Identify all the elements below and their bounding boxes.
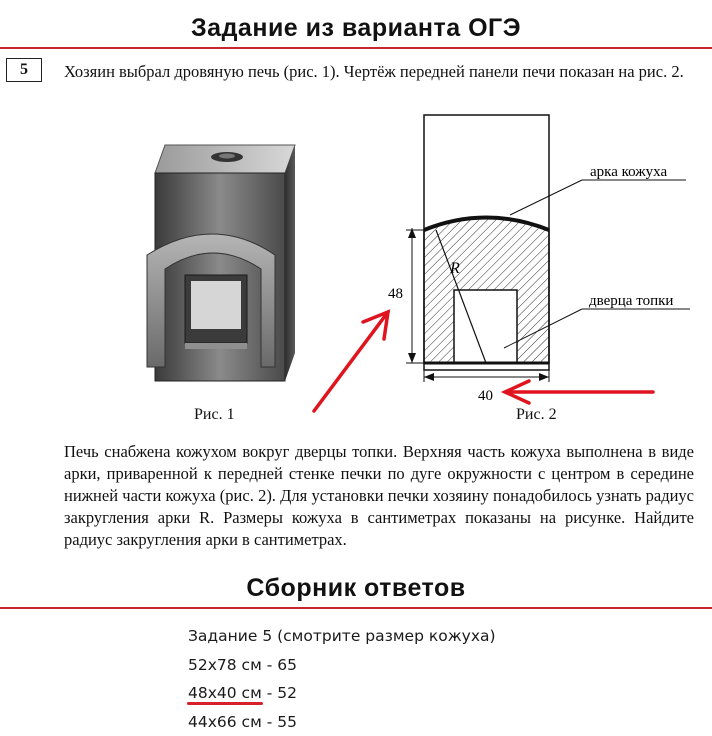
door-label: дверца топки [589, 293, 673, 309]
answer-size: 52x78 см [188, 656, 262, 674]
task-body: Печь снабжена кожухом вокруг дверцы топки. Верхняя часть кожуха выполнена в виде арки, приваренной к передней стенке печки по дуге окружности с центром в середине нижней части кожуха (рис. 2). Для установки печки хозяину понадобилось узнать радиус закругления арки R. Размеры кожуха в сантиметрах показаны на рисунке. Найдите радиус закругления арки в сантиметрах. [64, 441, 694, 551]
fig1-caption: Рис. 1 [194, 406, 235, 424]
arch-label: арка кожуха [590, 164, 667, 180]
answer-item [188, 651, 496, 680]
width-label: 40 [478, 388, 493, 404]
radius-label: R [449, 260, 460, 277]
page-title: Задание из варианта ОГЭ [0, 14, 712, 43]
answer-size-highlighted: 48x40 см [188, 684, 262, 702]
task-intro: Хозяин выбрал дровяную печь (рис. 1). Чертёж передней панели печи показан на рис. 2. [64, 61, 694, 83]
fig2-caption: Рис. 2 [516, 406, 557, 424]
task-number: 5 [6, 58, 42, 82]
arrow-to-height [314, 312, 388, 411]
answers-heading: Задание 5 (смотрите размер кожуха) [188, 622, 496, 651]
height-label: 48 [388, 286, 403, 302]
answers-divider [0, 607, 712, 609]
answer-value: - 55 [262, 713, 297, 731]
answer-value: - 52 [262, 684, 297, 702]
answer-value: - 65 [262, 656, 297, 674]
answers-list [188, 622, 496, 736]
answer-item [188, 708, 496, 736]
answer-size: 44x66 см [188, 713, 262, 731]
answer-item [188, 679, 496, 708]
answers-title: Сборник ответов [0, 574, 712, 603]
